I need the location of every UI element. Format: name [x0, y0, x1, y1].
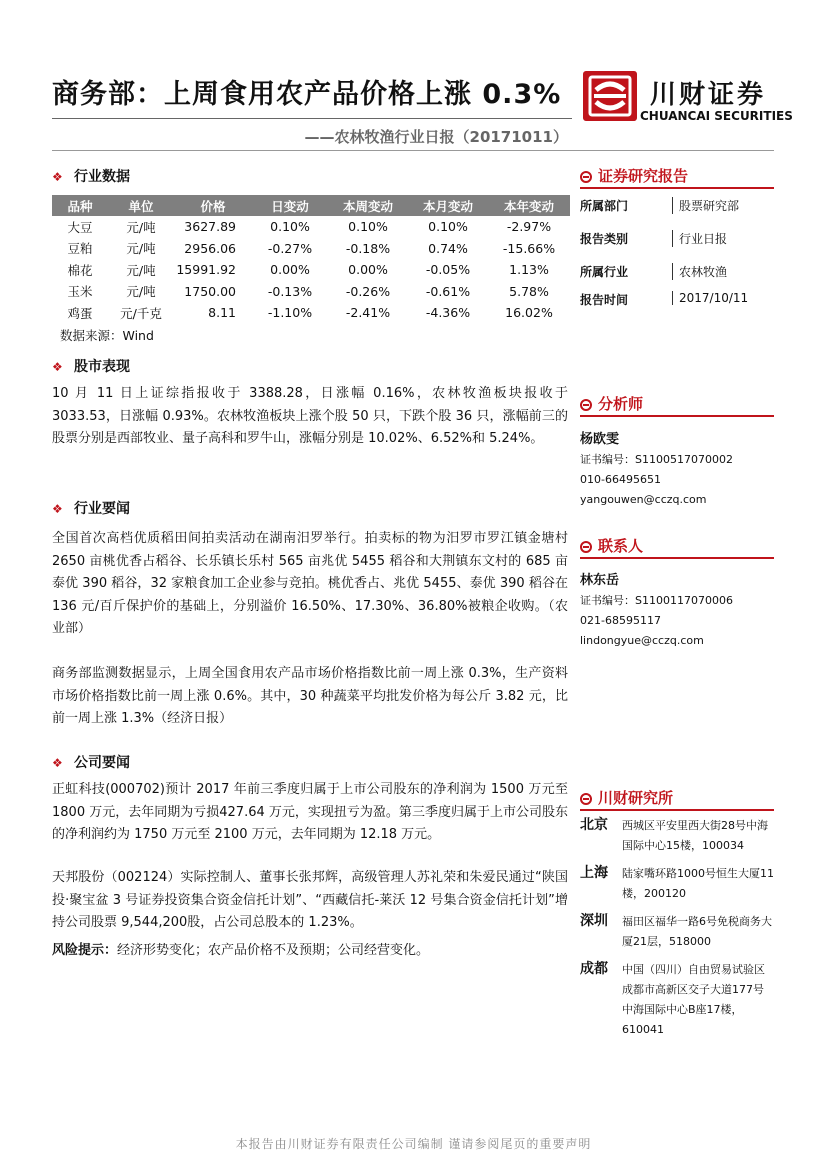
column-header: 价格 [174, 195, 252, 216]
table-header-row [52, 195, 570, 216]
table-cell: -0.05% [425, 262, 471, 278]
table-cell: 棉花 [67, 262, 93, 278]
contact-name: 林东岳 [580, 573, 620, 588]
table-cell: -2.41% [345, 305, 391, 321]
office-city: 深圳 [580, 913, 608, 929]
table-cell: -0.26% [345, 283, 391, 299]
table-cell: 元/吨 [126, 219, 156, 235]
section-title: 公司要闻 [74, 755, 130, 771]
sidebar-divider [580, 415, 774, 417]
table-cell: 0.00% [348, 262, 388, 278]
column-header: 本年变动 [488, 195, 570, 216]
analyst-email[interactable]: yangouwen@cczq.com [580, 493, 707, 506]
contact-phone: 021-68595117 [580, 614, 661, 627]
sidebar-divider [580, 557, 774, 559]
section-heading-industry-news [52, 498, 130, 518]
meta-value: 行业日报 [672, 230, 727, 247]
contact-card [580, 571, 733, 651]
meta-key: 报告类别 [580, 232, 629, 246]
table-row [52, 238, 570, 260]
sidebar-divider [580, 187, 774, 189]
contact-cert: 证书编号：S1100117070006 [580, 594, 733, 607]
table-cell: 1750.00 [184, 283, 236, 299]
diamond-bullet-icon: ❖ [52, 170, 63, 184]
sidebar-heading-text: 分析师 [598, 395, 644, 413]
data-source: 数据来源：Wind [60, 328, 154, 343]
table-cell: -0.61% [425, 283, 471, 299]
office-city: 成都 [580, 961, 608, 977]
contact-email[interactable]: lindongyue@cczq.com [580, 634, 704, 647]
section-title: 行业数据 [74, 169, 130, 185]
title-divider [52, 118, 572, 119]
sidebar-heading-analyst [580, 393, 643, 414]
sidebar-divider [580, 809, 774, 811]
company-news-paragraph-1: 正虹科技(000702)预计 2017 年前三季度归属于上市公司股东的净利润为 1500 万元至 1800 万元，去年同期为亏损427.64 万元，实现扭亏为盈。第三季度归属于上市公司股东的净利润约为 1750 万元至 2100 万元，去年同期为 12.18 万元。 [52, 782, 568, 842]
table-cell: 0.10% [428, 219, 468, 235]
table-cell: 元/吨 [126, 262, 156, 278]
table-cell: 玉米 [67, 284, 93, 300]
risk-text: 经济形势变化；农产品价格不及预期；公司经营变化。 [117, 943, 430, 958]
table-cell: 0.10% [348, 219, 388, 235]
industry-data-table [52, 195, 570, 324]
sidebar-heading-text: 川财研究所 [598, 789, 674, 807]
column-header: 单位 [108, 195, 174, 216]
office-city: 上海 [580, 865, 608, 881]
sidebar-heading-institute [580, 787, 673, 808]
meta-key: 所属部门 [580, 199, 629, 213]
diamond-bullet-icon: ❖ [52, 360, 63, 374]
circle-minus-icon [580, 171, 592, 183]
table-cell: 元/吨 [126, 284, 156, 300]
meta-row-date [580, 291, 774, 308]
table-cell: 元/千克 [120, 305, 162, 321]
diamond-bullet-icon: ❖ [52, 756, 63, 770]
meta-value: 股票研究部 [672, 197, 739, 214]
office-address: 西城区平安里西大街28号中海国际中心15楼，100034 [622, 819, 768, 852]
table-cell: 5.78% [509, 283, 549, 299]
section-heading-industry-data [52, 166, 130, 186]
table-cell: 大豆 [67, 219, 93, 235]
table-cell: 豆粕 [67, 241, 93, 257]
table-cell: -0.13% [267, 283, 313, 299]
meta-key: 所属行业 [580, 265, 629, 279]
table-cell: -15.66% [502, 240, 556, 256]
column-header: 本周变动 [328, 195, 408, 216]
meta-row-industry [580, 263, 774, 280]
industry-news-paragraph-1: 全国首次高档优质稻田间拍卖活动在湖南汨罗举行。拍卖标的物为汨罗市罗江镇金塘村 2650 亩桃优香占稻谷、长乐镇长乐村 565 亩兆优 5455 稻谷和大荆镇东文村的 685 亩泰优 390 稻谷，32 家粮食加工企业参与竞拍。桃优香占、兆优 5455、泰优 390 稻谷在 136 元/百斤保护价的基础上，分别溢价 16.50%、17.30%、36.80%被粮企收购。（农业部） [52, 531, 568, 636]
table-cell: 3627.89 [184, 219, 236, 235]
office-city: 北京 [580, 817, 608, 833]
analyst-name: 杨欧雯 [580, 432, 620, 447]
industry-news-paragraph-2: 商务部监测数据显示，上周全国食用农产品市场价格指数比前一周上涨 0.3%，生产资料市场价格指数比前一周上涨 0.6%。其中，30 种蔬菜平均批发价格为每公斤 3.82 元，比前一周上涨 1.3%（经济日报） [52, 666, 568, 726]
meta-value: 农林牧渔 [672, 263, 727, 280]
table-cell: 16.02% [505, 305, 553, 321]
table-row [52, 281, 570, 303]
table-cell: 0.00% [270, 262, 310, 278]
office-address: 福田区福华一路6号免税商务大厦21层，518000 [622, 915, 772, 948]
table-cell: -2.97% [506, 219, 552, 235]
column-header: 日变动 [252, 195, 328, 216]
diamond-bullet-icon: ❖ [52, 502, 63, 516]
office-address: 中国（四川）自由贸易试验区成都市高新区交子大道177号中海国际中心B座17楼，610041 [622, 963, 765, 1036]
table-cell: 0.74% [428, 240, 468, 256]
table-cell: -4.36% [425, 305, 471, 321]
section-title: 行业要闻 [74, 501, 130, 517]
meta-row-department [580, 197, 774, 214]
meta-row-category [580, 230, 774, 247]
sidebar-heading-text: 证券研究报告 [598, 167, 689, 185]
table-cell: 8.11 [208, 305, 236, 321]
analyst-card [580, 430, 733, 510]
market-paragraph: 10 月 11 日上证综指报收于 3388.28，日涨幅 0.16%，农林牧渔板块报收于 3033.53，日涨幅 0.93%。农林牧渔板块上涨个股 50 只，下跌个股 36 只，涨幅前三的股票分别是西部牧业、量子高科和罗牛山，涨幅分别是 10.02%、6.52%和 5.24%。 [52, 386, 568, 446]
table-cell: 元/吨 [126, 241, 156, 257]
table-cell: -0.27% [267, 240, 313, 256]
office-address: 陆家嘴环路1000号恒生大厦11楼，200120 [622, 867, 774, 900]
analyst-cert: 证书编号：S1100517070002 [580, 453, 733, 466]
sidebar-heading-report [580, 165, 688, 186]
header-divider [52, 150, 774, 151]
sidebar-heading-contact [580, 535, 643, 556]
sidebar-heading-text: 联系人 [598, 537, 644, 555]
circle-minus-icon [580, 541, 592, 553]
meta-value: 2017/10/11 [672, 291, 748, 305]
table-cell: 2956.06 [184, 240, 236, 256]
report-title: 商务部：上周食用农产品价格上涨 0.3% [52, 79, 562, 110]
table-cell: 0.10% [270, 219, 310, 235]
brand-name-cn: 川财证券 [650, 80, 767, 110]
table-cell: 15991.92 [176, 262, 236, 278]
table-cell: 鸡蛋 [67, 305, 93, 321]
chuancai-logo-icon [582, 70, 638, 122]
table-cell: -1.10% [267, 305, 313, 321]
table-row [52, 259, 570, 281]
section-heading-market [52, 356, 130, 376]
brand-name-en: CHUANCAI SECURITIES [640, 109, 793, 123]
meta-key: 报告时间 [580, 293, 629, 307]
footer-disclaimer: 本报告由川财证券有限责任公司编制 谨请参阅尾页的重要声明 [235, 1137, 592, 1151]
company-news-paragraph-2: 天邦股份（002124）实际控制人、董事长张邦辉，高级管理人苏礼荣和朱爱民通过“陕国投·聚宝盆 3 号证券投资集合资金信托计划”、“西藏信托-莱沃 12 号集合资金信托计划”增持公司股票 9,544,200股，占公司总股本的 1.23%。 [52, 870, 568, 930]
circle-minus-icon [580, 399, 592, 411]
column-header: 品种 [52, 195, 108, 216]
risk-label: 风险提示： [52, 943, 118, 958]
table-cell: -0.18% [345, 240, 391, 256]
section-heading-company-news [52, 752, 130, 772]
section-title: 股市表现 [74, 359, 130, 375]
risk-warning [52, 940, 568, 963]
column-header: 本月变动 [408, 195, 488, 216]
analyst-phone: 010-66495651 [580, 473, 661, 486]
circle-minus-icon [580, 793, 592, 805]
table-row [52, 216, 570, 238]
table-row [52, 302, 570, 324]
report-subtitle: ——农林牧渔行业日报（20171011） [304, 128, 568, 146]
table-cell: 1.13% [509, 262, 549, 278]
